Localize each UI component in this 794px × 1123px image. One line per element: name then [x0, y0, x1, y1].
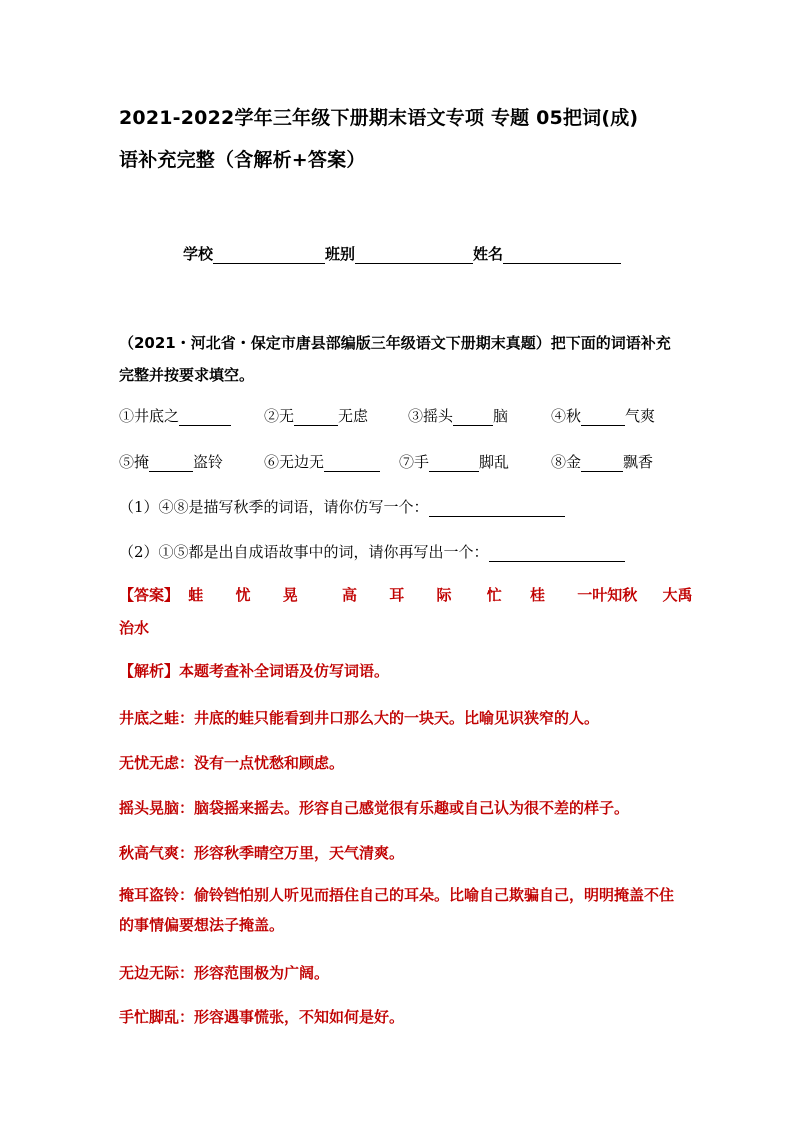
blank-7[interactable] [429, 455, 479, 472]
analysis-line: 无边无际：形容范围极为广阔。 [119, 964, 330, 982]
item-2: ②无 无虑 [264, 407, 369, 425]
item-6: ⑥无边无 [264, 451, 380, 472]
item-8: ⑧金 飘香 [551, 453, 654, 471]
answer-word: 一叶知秋 [577, 586, 638, 604]
school-label: 学校 [183, 245, 214, 263]
answer-line [119, 584, 693, 605]
school-field[interactable] [213, 247, 325, 264]
doc-title-line1: 2021-2022学年三年级下册期末语文专项 专题 05把词(成) [119, 107, 639, 129]
blank-8[interactable] [581, 455, 623, 472]
blank-3[interactable] [453, 409, 493, 426]
doc-title-line2: 语补充完整（含解析+答案） [119, 149, 366, 171]
answer-word: 大禹 [662, 586, 693, 604]
analysis-line: 摇头晃脑：脑袋摇来摇去。形容自己感觉很有乐趣或自己认为很不差的样子。 [119, 799, 630, 817]
fill-row-2 [119, 451, 699, 473]
analysis-line: 手忙脚乱：形容遇事慌张，不知如何是好。 [119, 1008, 405, 1026]
blank-2[interactable] [294, 409, 338, 426]
student-info [183, 243, 621, 264]
fill-row-1 [119, 405, 699, 427]
sub2-blank[interactable] [489, 545, 625, 562]
blank-6[interactable] [324, 455, 380, 472]
item-7: ⑦手 脚乱 [399, 453, 510, 471]
name-label: 姓名 [473, 245, 504, 263]
question-source: （2021・河北省・保定市唐县部编版三年级语文下册期末真题）把下面的词语补充完整并按要求填空。 [119, 334, 671, 384]
blank-1[interactable] [179, 409, 231, 426]
answer-word: 桂 [530, 586, 546, 604]
analysis-line: 掩耳盗铃：偷铃铛怕别人听见而捂住自己的耳朵。比喻自己欺骗自己，明明掩盖不住的事情偏要想法子掩盖。 [119, 886, 675, 934]
answer-word: 晃 [282, 586, 298, 604]
item-1: ①井底之 [119, 405, 231, 426]
analysis-line: 无忧无虑：没有一点忧愁和顾虑。 [119, 754, 345, 772]
class-field[interactable] [355, 247, 473, 264]
analysis-line: 井底之蛙：井底的蛙只能看到井口那么大的一块天。比喻见识狭窄的人。 [119, 709, 600, 727]
answer-word: 忙 [486, 586, 502, 604]
sub1-blank[interactable] [429, 500, 565, 517]
analysis-label: 【解析】 [119, 662, 180, 680]
answer-word: 忧 [235, 586, 251, 604]
answer-word: 蛙 [188, 586, 204, 604]
item-3: ③摇头 脑 [408, 407, 509, 425]
blank-5[interactable] [149, 455, 193, 472]
class-label: 班别 [325, 245, 356, 263]
answer-label: 【答案】 [119, 586, 180, 604]
item-4: ④秋 气爽 [551, 407, 656, 425]
answer-continuation: 治水 [119, 619, 150, 637]
sub-question-2: （2）①⑤都是出自成语故事中的词，请你再写出一个： [119, 541, 625, 562]
analysis-line: 秋高气爽：形容秋季晴空万里，天气清爽。 [119, 844, 405, 862]
answer-word: 际 [436, 586, 452, 604]
analysis-intro: 【解析】本题考查补全词语及仿写词语。 [119, 662, 390, 680]
name-field[interactable] [503, 247, 621, 264]
answer-word: 耳 [389, 586, 405, 604]
sub-question-1: （1）④⑧是描写秋季的词语，请你仿写一个： [119, 496, 565, 517]
blank-4[interactable] [581, 409, 625, 426]
answer-word: 高 [342, 586, 358, 604]
item-5: ⑤掩 盗铃 [119, 453, 224, 471]
